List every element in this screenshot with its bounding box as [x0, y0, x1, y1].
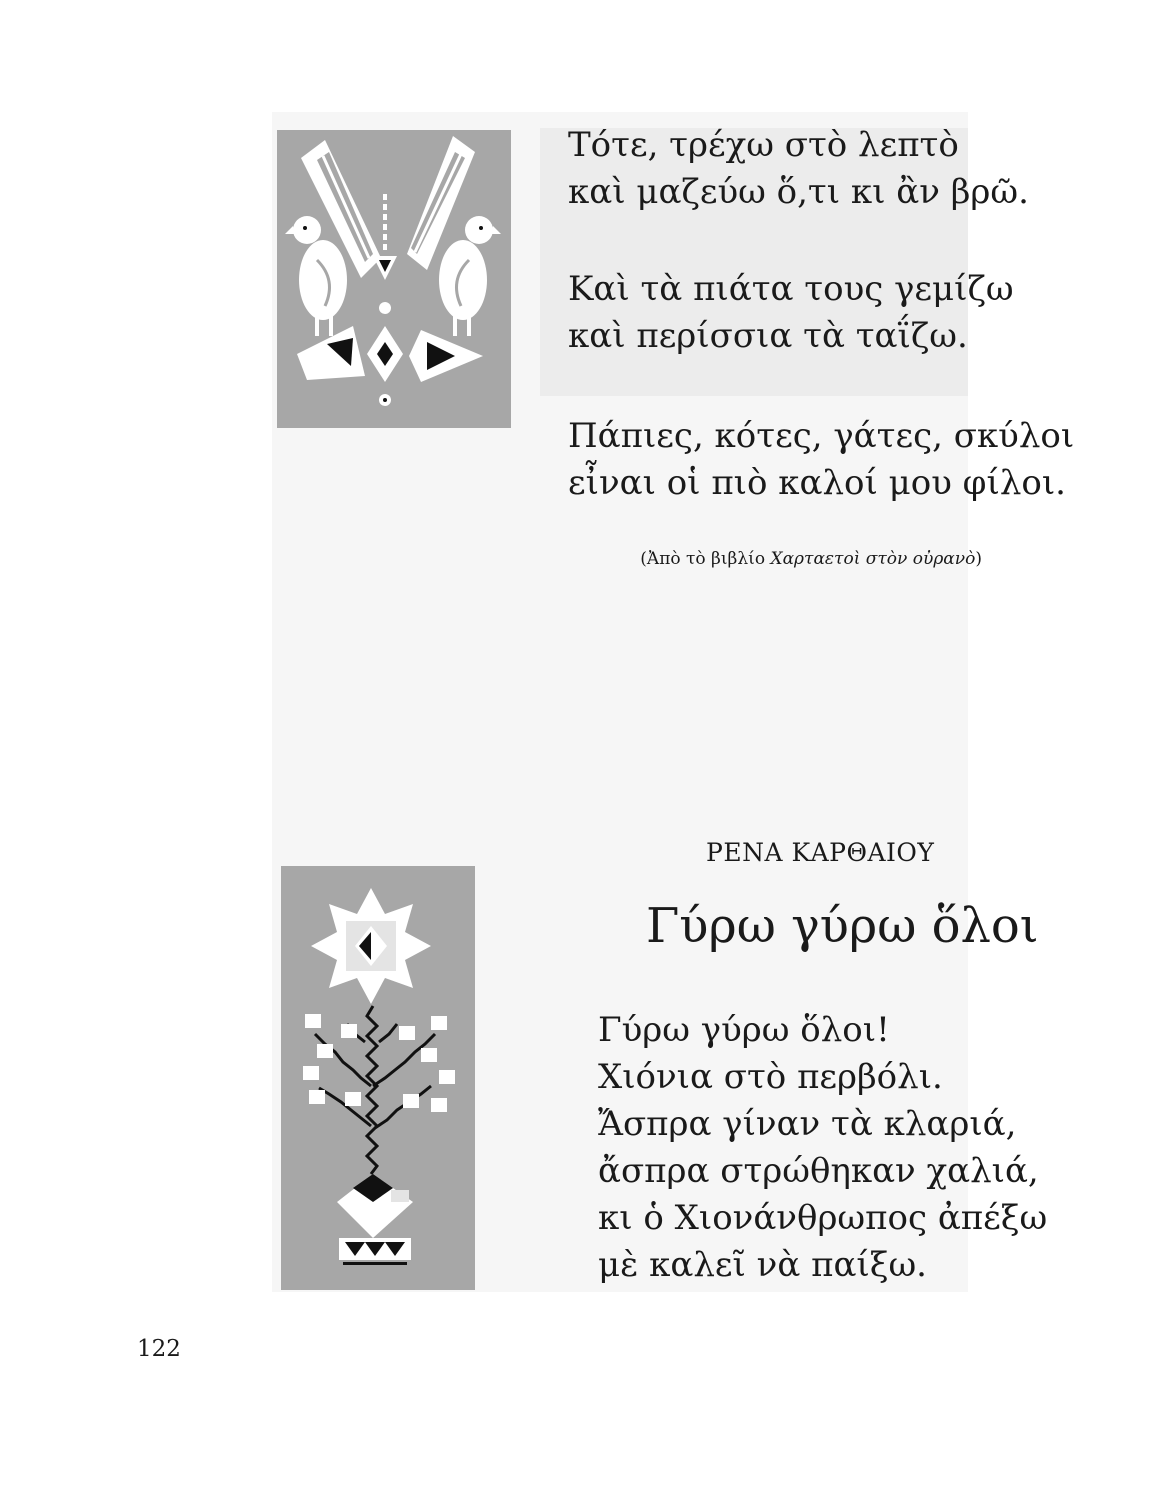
- zigzag-branches: [315, 1024, 435, 1128]
- birds-leaves-illustration: [277, 130, 511, 428]
- verse-line: ἄσπρα στρώθηκαν χαλιά,: [598, 1151, 1039, 1191]
- poem2-title: Γύρω γύρω ὅλοι: [646, 898, 1039, 954]
- verse-line: Πάπιες, κότες, γάτες, σκύλοι: [568, 416, 1075, 456]
- zigzag-stem: [367, 1006, 377, 1174]
- snowflake-flower-drawing: [281, 866, 475, 1290]
- poem1-stanza-2: [568, 266, 1014, 360]
- right-bird-shape: [439, 216, 501, 336]
- verse-line: εἶναι οἱ πιὸ καλοί μου φίλοι.: [568, 463, 1066, 503]
- poem1-stanza-3: [568, 413, 1074, 507]
- verse-line: κι ὁ Χιονάνθρωπος ἀπέξω: [598, 1198, 1048, 1238]
- verse-line: Γύρω γύρω ὅλοι!: [598, 1010, 890, 1050]
- poem2-body: [598, 1007, 1047, 1289]
- source-suffix: ): [975, 549, 982, 569]
- verse-line: Καὶ τὰ πιάτα τους γεμίζω: [568, 269, 1014, 309]
- center-stem: [383, 194, 387, 250]
- verse-line: Τότε, τρέχω στὸ λεπτὸ: [568, 125, 959, 165]
- vase-shape: [337, 1174, 413, 1265]
- left-bird-shape: [285, 216, 347, 336]
- source-prefix: (Ἀπὸ τὸ βιβλίο: [640, 549, 771, 569]
- verse-line: καὶ περίσσια τὰ ταΐζω.: [568, 316, 968, 356]
- source-book-title: Χαρταετοὶ στὸν οὐρανὸ: [770, 549, 976, 569]
- verse-line: Χιόνια στὸ περβόλι.: [598, 1057, 943, 1097]
- verse-line: καὶ μαζεύω ὅ,τι κι ἂν βρῶ.: [568, 172, 1029, 212]
- verse-line: Ἄσπρα γίναν τὰ κλαριά,: [598, 1104, 1017, 1144]
- snowflake-star: [311, 888, 431, 1004]
- birds-leaves-drawing: [277, 130, 511, 428]
- poem1-stanza-1: [568, 122, 1029, 216]
- page-number: 122: [137, 1336, 181, 1362]
- snowflake-flower-illustration: [281, 866, 475, 1290]
- leaf-squares: [303, 1014, 455, 1112]
- poem2-author: ΡΕΝΑ ΚΑΡΘΑΙΟΥ: [706, 838, 935, 867]
- verse-line: μὲ καλεῖ νὰ παίξω.: [598, 1245, 927, 1285]
- source-citation: [640, 549, 982, 569]
